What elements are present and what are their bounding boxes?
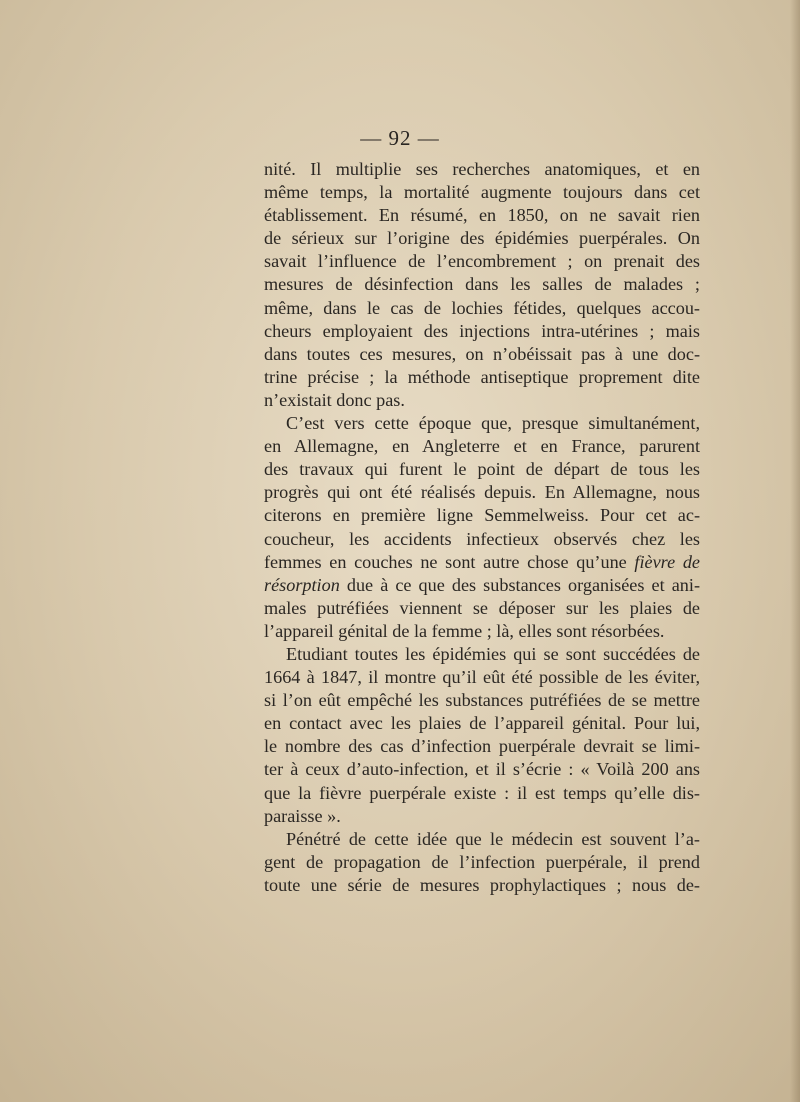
text-line (264, 782, 700, 805)
text-line (264, 158, 700, 181)
text-line-content: dans toutes ces mesures, on n’obéissait pas à une doc- (264, 343, 700, 364)
text-line-content: nité. Il multiplie ses recherches anatomiques, et en (264, 159, 700, 179)
text-line (264, 481, 700, 504)
text-line (264, 758, 700, 781)
text-line-content: des travaux qui furent le point de départ de tous les (264, 459, 700, 480)
text-line (264, 366, 700, 389)
text-line (264, 204, 700, 227)
text-line-content: paraisse ». (264, 805, 341, 826)
text-line-content: l’appareil génital de la femme ; là, elles sont résorbées. (264, 620, 665, 641)
text-line (264, 828, 700, 851)
text-line-content: mesures de désinfection dans les salles de malades ; (264, 274, 700, 295)
text-line (264, 250, 700, 273)
text-line-content: C’est vers cette époque que, presque simultanément, (286, 413, 700, 434)
text-line (264, 620, 700, 643)
italic-phrase: fièvre de (634, 551, 700, 572)
text-line (264, 597, 700, 620)
text-line (264, 273, 700, 296)
text-line (264, 389, 700, 412)
text-line-content: cheurs employaient des injections intra-utérines ; mais (264, 320, 700, 341)
text-line (264, 735, 700, 758)
text-line-content: même temps, la mortalité augmente toujours dans cet (264, 182, 700, 203)
text-line-content: savait l’influence de l’encombrement ; on prenait des (264, 251, 700, 272)
text-line-content: femmes en couches ne sont autre chose qu’une (264, 551, 635, 572)
body-text (264, 158, 700, 897)
text-line-content: citerons en première ligne Semmelweiss. Pour cet ac- (264, 505, 700, 526)
text-line (264, 504, 700, 527)
text-line (264, 297, 700, 320)
text-line (264, 666, 700, 689)
text-line (264, 181, 700, 204)
text-line (264, 343, 700, 366)
text-line (264, 643, 700, 666)
text-line-content: 1664 à 1847, il montre qu’il eût été possible de les éviter, (264, 667, 700, 688)
text-line-content: due à ce que des substances organisées et ani- (339, 574, 700, 595)
text-line-content: coucheur, les accidents infectieux observés chez les (264, 528, 700, 549)
text-line-content: progrès qui ont été réalisés depuis. En Allemagne, nous (264, 482, 700, 503)
text-line-content: ter à ceux d’auto-infection, et il s’écrie : « Voilà 200 ans (264, 759, 700, 780)
page-edge-shadow (790, 0, 800, 1102)
text-line-content: de sérieux sur l’origine des épidémies puerpérales. On (264, 228, 700, 249)
text-line (264, 320, 700, 343)
text-line-content: Etudiant toutes les épidémies qui se sont succédées de (286, 643, 700, 664)
italic-phrase: résorption (264, 574, 340, 595)
text-line (264, 227, 700, 250)
text-line (264, 528, 700, 551)
text-line-content: en Allemagne, en Angleterre et en France, parurent (264, 436, 700, 457)
text-line (264, 435, 700, 458)
text-line-content: le nombre des cas d’infection puerpérale devrait se limi- (264, 736, 700, 757)
text-line (264, 712, 700, 735)
text-line (264, 551, 700, 574)
text-line-content: trine précise ; la méthode antiseptique proprement dite (264, 366, 700, 387)
text-line-content: établissement. En résumé, en 1850, on ne savait rien (264, 205, 700, 226)
text-line (264, 874, 700, 897)
text-line (264, 412, 700, 435)
text-line (264, 689, 700, 712)
text-line-content: que la fièvre puerpérale existe : il est temps qu’elle dis- (264, 782, 700, 803)
text-line (264, 574, 700, 597)
text-line-content: même, dans le cas de lochies fétides, quelques accou- (264, 297, 700, 318)
text-line-content: males putréfiées viennent se déposer sur les plaies de (264, 597, 700, 618)
text-line (264, 458, 700, 481)
text-line-content: si l’on eût empêché les substances putréfiées de se mettre (264, 690, 700, 711)
text-line (264, 805, 700, 828)
text-line-content: n’existait donc pas. (264, 389, 405, 410)
page-number: — 92 — (360, 126, 440, 150)
text-line-content: Pénétré de cette idée que le médecin est souvent l’a- (286, 828, 700, 849)
text-line (264, 851, 700, 874)
text-line-content: gent de propagation de l’infection puerpérale, il prend (264, 851, 700, 872)
text-line-content: en contact avec les plaies de l’appareil génital. Pour lui, (264, 713, 700, 734)
text-line-content: toute une série de mesures prophylactiques ; nous de- (264, 874, 700, 895)
